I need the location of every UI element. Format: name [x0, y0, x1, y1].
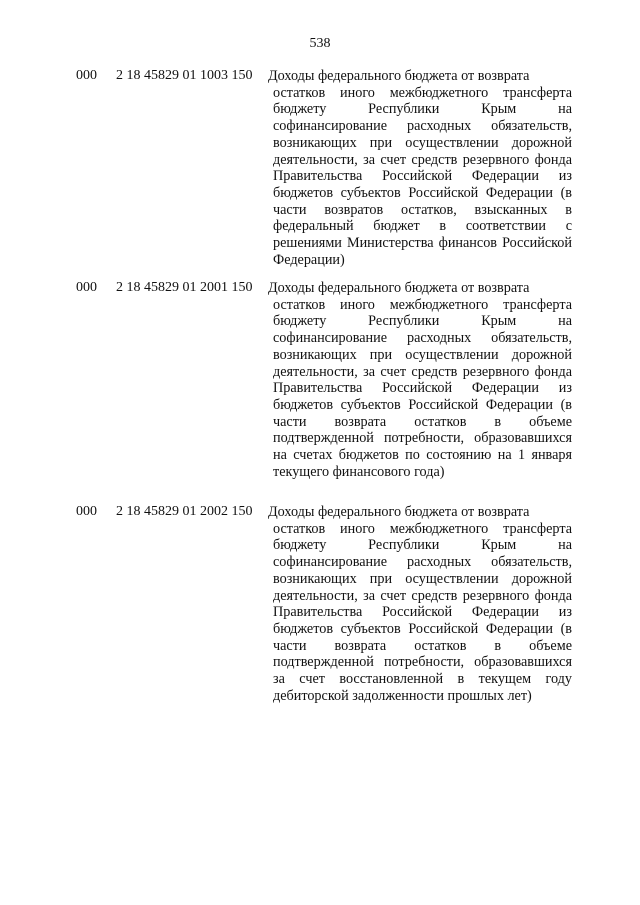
entry-description: [268, 280, 572, 480]
description-first-line: Доходы федерального бюджета от возврата: [268, 504, 530, 520]
description-text: остатков иного межбюджетного трансферта бюджету Республики Крым на софинансирование расходных обязательств, возникающих при осуществлении дорожной деятельности, за счет средств резервного фонда Правительства Российской Федерации из бюджетов субъектов Российской Федерации (в части возврата остатков в объеме подтвержденной потребности, образовавшихся за счет восстановленной в текущем году дебиторской задолженности прошлых лет): [273, 520, 572, 704]
budget-classification-code: 2 18 45829 01 2002 150: [116, 504, 253, 519]
description-text: остатков иного межбюджетного трансферта бюджету Республики Крым на софинансирование расходных обязательств, возникающих при осуществлении дорожной деятельности, за счет средств резервного фонда Правительства Российской Федерации из бюджетов субъектов Российской Федерации (в части возвратов остатков, взысканных в федеральный бюджет в соответствии с решениями Министерства финансов Российской Федерации): [273, 84, 572, 268]
page-number: 538: [309, 36, 331, 51]
budget-classification-code: 2 18 45829 01 2001 150: [116, 280, 253, 295]
admin-code: 000: [76, 68, 97, 83]
description-first-line: Доходы федерального бюджета от возврата: [268, 280, 530, 296]
description-text: остатков иного межбюджетного трансферта бюджету Республики Крым на софинансирование расходных обязательств, возникающих при осуществлении дорожной деятельности, за счет средств резервного фонда Правительства Российской Федерации из бюджетов субъектов Российской Федерации (в части возврата остатков в объеме подтвержденной потребности, образовавшихся на счетах бюджетов по состоянию на 1 января текущего финансового года): [273, 296, 572, 480]
entry-description: [268, 504, 572, 704]
entry-description: [268, 68, 572, 268]
admin-code: 000: [76, 280, 97, 295]
description-first-line: Доходы федерального бюджета от возврата: [268, 68, 530, 84]
budget-classification-code: 2 18 45829 01 1003 150: [116, 68, 253, 83]
admin-code: 000: [76, 504, 97, 519]
